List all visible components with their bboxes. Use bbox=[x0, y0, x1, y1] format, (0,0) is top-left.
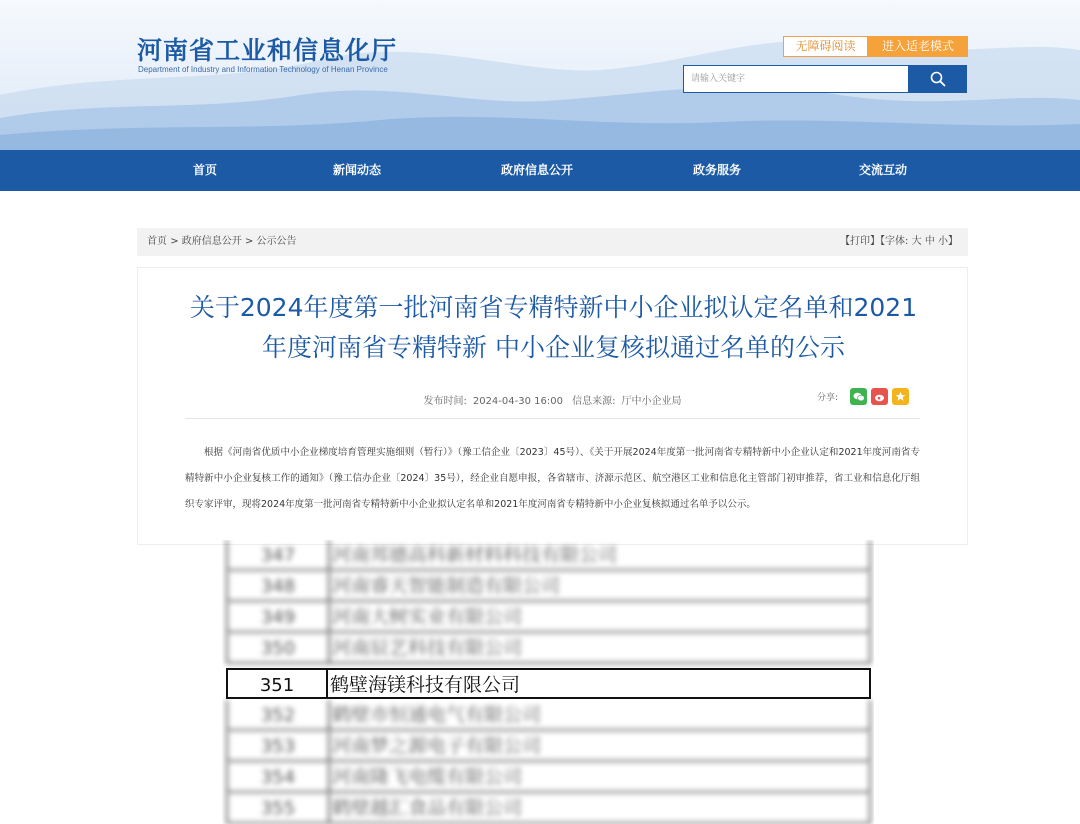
nav-item-news[interactable]: 新闻动态 bbox=[332, 163, 382, 177]
table-row bbox=[226, 700, 871, 731]
nav-item-home[interactable]: 首页 bbox=[192, 163, 218, 177]
row-number: 349 bbox=[226, 602, 328, 633]
company-name: 河南邦德高科新材料科技有限公司 bbox=[328, 540, 871, 571]
font-large-link[interactable]: 大 bbox=[911, 236, 922, 247]
share-label: 分享: bbox=[816, 393, 838, 403]
breadcrumb-bar bbox=[137, 228, 968, 256]
favorite-star-icon[interactable] bbox=[892, 388, 909, 405]
main-nav bbox=[0, 150, 1080, 191]
font-size-close: 】 bbox=[948, 236, 958, 247]
publish-time: 2024-04-30 16:00 bbox=[472, 396, 563, 407]
table-row bbox=[226, 540, 871, 571]
weibo-share-icon[interactable] bbox=[871, 388, 888, 405]
nav-item-interaction[interactable]: 交流互动 bbox=[858, 163, 908, 177]
article-panel bbox=[137, 267, 968, 545]
table-row bbox=[226, 571, 871, 602]
row-number: 354 bbox=[226, 762, 328, 793]
share-bar bbox=[817, 388, 909, 405]
print-link[interactable]: 【打印】 bbox=[840, 236, 881, 247]
elder-mode-button[interactable]: 进入适老模式 bbox=[868, 36, 968, 57]
search-button[interactable] bbox=[909, 65, 967, 93]
search-icon bbox=[930, 71, 946, 87]
table-row bbox=[226, 762, 871, 793]
article-body: 根据《河南省优质中小企业梯度培育管理实施细则（暂行）》（豫工信企业〔2023〕45号）、《关于开展2024年度第一批河南省专精特新中小企业认定和2021年度河南省专精特新中小企业复核工作的通知》（豫工信办企业〔2024〕35号），经企业自愿申报，各省辖市、济源示范区、航空港区工业和信息化主管部门初审推荐，省工业和信息化厅组织专家评审，现将2024年度第一批河南省专精特新中小企业拟认定名单和2021年度河南省专精特新中小企业复核拟通过名单予以公示。 bbox=[185, 447, 920, 510]
font-medium-link[interactable]: 中 bbox=[924, 236, 935, 247]
row-number: 348 bbox=[226, 571, 328, 602]
publish-time-label: 发布时间: bbox=[423, 396, 467, 407]
font-small-link[interactable]: 小 bbox=[938, 236, 948, 247]
nav-item-services[interactable]: 政务服务 bbox=[692, 163, 742, 177]
company-name: 河南隆飞电缆有限公司 bbox=[328, 762, 871, 793]
breadcrumb-separator: > bbox=[170, 236, 179, 247]
breadcrumb-gov-info[interactable]: 政府信息公开 bbox=[181, 236, 242, 247]
row-number: 352 bbox=[226, 700, 328, 731]
site-header bbox=[0, 0, 1080, 150]
article-title: 关于2024年度第一批河南省专精特新中小企业拟认定名单和2021年度河南省专精特新 中小企业复核拟通过名单的公示 bbox=[189, 293, 918, 362]
enterprise-list bbox=[222, 540, 874, 824]
table-row bbox=[226, 793, 871, 824]
row-number: 347 bbox=[226, 540, 328, 571]
row-number: 355 bbox=[226, 793, 328, 824]
company-name: 河南睿天智能制造有限公司 bbox=[328, 571, 871, 602]
breadcrumb-separator: > bbox=[244, 236, 254, 247]
site-title: 河南省工业和信息化厅 bbox=[137, 36, 398, 65]
divider bbox=[185, 418, 920, 419]
row-number: 350 bbox=[226, 633, 328, 664]
source-label: 信息来源: bbox=[572, 396, 616, 407]
company-name: 河南辰艺科技有限公司 bbox=[328, 633, 871, 664]
accessibility-reading-button[interactable]: 无障碍阅读 bbox=[783, 36, 868, 57]
table-row bbox=[226, 731, 871, 762]
breadcrumb-notices[interactable]: 公示公告 bbox=[256, 236, 297, 247]
nav-item-gov-info[interactable]: 政府信息公开 bbox=[500, 163, 574, 177]
company-name: 鹤壁市恒通电气有限公司 bbox=[328, 700, 871, 731]
company-name: 鹤壁海镁科技有限公司 bbox=[328, 668, 871, 699]
wechat-share-icon[interactable] bbox=[850, 388, 867, 405]
row-number: 351 bbox=[226, 668, 328, 699]
breadcrumb-home[interactable]: 首页 bbox=[147, 236, 167, 247]
font-size-label: 【字体: bbox=[880, 236, 909, 247]
breadcrumb bbox=[147, 228, 297, 256]
company-name: 河南大树实业有限公司 bbox=[328, 602, 871, 633]
company-name: 河南梦之源电子有限公司 bbox=[328, 731, 871, 762]
site-subtitle: Department of Industry and Information Technology of Henan Province bbox=[138, 65, 388, 74]
source-value: 厅中小企业局 bbox=[621, 396, 682, 407]
company-name: 鹤壁越汇食品有限公司 bbox=[328, 793, 871, 824]
page-tools bbox=[840, 228, 958, 256]
highlighted-table-row bbox=[226, 668, 871, 699]
row-number: 353 bbox=[226, 731, 328, 762]
table-row bbox=[226, 633, 871, 664]
table-row bbox=[226, 602, 871, 633]
search-input[interactable] bbox=[683, 65, 909, 93]
